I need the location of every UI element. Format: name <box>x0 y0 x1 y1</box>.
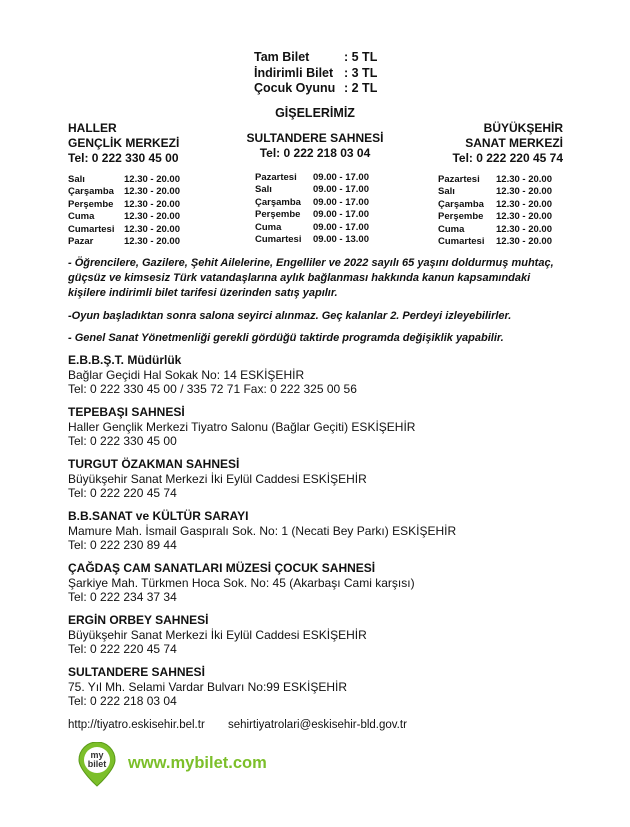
address-line: Haller Gençlik Merkezi Tiyatro Salonu (Bağlar Geçiti) ESKİŞEHİR <box>68 419 416 434</box>
schedule-row <box>438 199 552 211</box>
address-block <box>68 353 588 397</box>
schedule-row <box>255 184 369 196</box>
schedule-row <box>68 186 180 198</box>
schedule-day: Salı <box>438 186 455 198</box>
schedule-day: Perşembe <box>438 211 484 223</box>
schedule-hours: 12.30 - 20.00 <box>124 174 180 185</box>
address-block <box>68 561 588 605</box>
address-name: TURGUT ÖZAKMAN SAHNESİ <box>68 457 240 471</box>
schedule-day: Cuma <box>255 221 282 233</box>
logo-text-bilet: bilet <box>87 759 107 769</box>
note-late-entry: -Oyun başladıktan sonra salona seyirci alınmaz. Geç kalanlar 2. Perdeyi izleyebilirler. <box>68 310 512 322</box>
schedule-day: Çarşamba <box>68 186 114 198</box>
venue-buyuksehir-header <box>420 121 563 166</box>
schedule-day: Cumartesi <box>68 223 115 235</box>
contact-links <box>68 719 427 731</box>
schedule-hours: 12.30 - 20.00 <box>496 198 552 210</box>
venue-haller-schedule <box>68 174 180 248</box>
address-phone: Tel: 0 222 218 03 04 <box>68 694 177 708</box>
address-block <box>68 405 588 449</box>
schedule-row <box>68 224 180 236</box>
schedule-hours: 12.30 - 20.00 <box>496 223 552 235</box>
address-block <box>68 457 588 501</box>
note-discount-eligibility: - Öğrencilere, Gazilere, Şehit Ailelerine, Engelliler ve 2022 sayılı 65 yaşını doldurmuş muhtaç, güçsüz ve kimsesiz Türk vatandaşlarına aylık bağlanması hakkında kanun kapsamındaki kişilere indirimli bilet tarifesi üzerinden satış yapılır. <box>68 257 554 299</box>
schedule-day: Çarşamba <box>255 196 301 208</box>
schedule-hours: 12.30 - 20.00 <box>124 211 180 223</box>
price-row-child <box>254 81 377 97</box>
schedule-hours: 09.00 - 13.00 <box>313 234 369 246</box>
schedule-day: Cumartesi <box>438 236 485 248</box>
email-link[interactable]: sehirtiyatrolari@eskisehir-bld.gov.tr <box>228 719 407 731</box>
address-phone: Tel: 0 222 330 45 00 / 335 72 71 Fax: 0 222 325 00 56 <box>68 382 357 396</box>
price-value: : 5 TL <box>344 50 378 64</box>
schedule-hours: 09.00 - 17.00 <box>313 221 369 233</box>
address-line: Mamure Mah. İsmail Gaspıralı Sok. No: 1 (Necati Bey Parkı) ESKİŞEHİR <box>68 523 457 538</box>
schedule-row <box>255 234 369 246</box>
address-line: Büyükşehir Sanat Merkezi İki Eylül Caddesi ESKİŞEHİR <box>68 471 367 486</box>
schedule-row <box>438 174 552 186</box>
venue-name-line: BÜYÜKŞEHİR <box>483 121 563 135</box>
price-list <box>254 50 377 97</box>
address-name: ÇAĞDAŞ CAM SANATLARI MÜZESİ ÇOCUK SAHNESİ <box>68 561 376 575</box>
schedule-hours: 09.00 - 17.00 <box>313 172 369 183</box>
price-value: : 3 TL <box>344 65 378 80</box>
schedule-hours: 12.30 - 20.00 <box>496 211 552 223</box>
schedule-hours: 12.30 - 20.00 <box>124 198 180 210</box>
address-name: TEPEBAŞI SAHNESİ <box>68 405 185 419</box>
schedule-day: Pazartesi <box>438 174 480 185</box>
price-label: Tam Bilet <box>254 50 310 64</box>
price-value: : 2 TL <box>344 81 378 95</box>
address-name: SULTANDERE SAHNESİ <box>68 665 205 679</box>
price-label: Çocuk Oyunu <box>254 81 336 95</box>
venue-sultandere-schedule <box>255 172 369 246</box>
schedule-row <box>68 199 180 211</box>
mybilet-logo <box>76 742 118 788</box>
logo-text-my: my <box>90 750 104 760</box>
schedule-hours: 12.30 - 20.00 <box>124 223 180 235</box>
schedule-hours: 09.00 - 17.00 <box>313 209 369 221</box>
schedule-row <box>68 211 180 223</box>
website-link[interactable]: http://tiyatro.eskisehir.bel.tr <box>68 719 205 731</box>
schedule-row <box>438 211 552 223</box>
schedule-hours: 12.30 - 20.00 <box>124 186 180 198</box>
schedule-row <box>255 197 369 209</box>
venue-phone: Tel: 0 222 218 03 04 <box>259 146 371 160</box>
schedule-hours: 09.00 - 17.00 <box>313 184 369 196</box>
schedule-row <box>255 222 369 234</box>
address-line: Büyükşehir Sanat Merkezi İki Eylül Caddesi ESKİŞEHİR <box>68 627 367 642</box>
address-name: B.B.SANAT ve KÜLTÜR SARAYI <box>68 509 249 523</box>
schedule-row <box>255 172 369 184</box>
schedule-row <box>68 236 180 248</box>
schedule-hours: 12.30 - 20.00 <box>496 236 552 248</box>
schedule-day: Cumartesi <box>255 234 302 246</box>
schedule-day: Salı <box>68 174 85 185</box>
schedule-hours: 12.30 - 20.00 <box>124 236 180 248</box>
price-row-full <box>254 50 377 66</box>
schedule-day: Çarşamba <box>438 198 484 210</box>
venue-sultandere-header <box>230 131 400 161</box>
venue-name-line: SANAT MERKEZİ <box>465 136 563 150</box>
address-phone: Tel: 0 222 220 45 74 <box>68 486 177 500</box>
venue-phone: Tel: 0 222 220 45 74 <box>452 151 563 165</box>
venue-name-line: GENÇLİK MERKEZİ <box>68 136 180 150</box>
schedule-row <box>255 209 369 221</box>
address-block <box>68 613 588 657</box>
address-phone: Tel: 0 222 220 45 74 <box>68 642 177 656</box>
schedule-hours: 09.00 - 17.00 <box>313 196 369 208</box>
schedule-day: Cuma <box>68 211 95 223</box>
schedule-hours: 12.30 - 20.00 <box>496 174 552 185</box>
price-label: İndirimli Bilet <box>254 65 334 80</box>
schedule-row <box>68 174 180 186</box>
schedule-day: Perşembe <box>255 209 301 221</box>
venue-buyuksehir-schedule <box>438 174 552 248</box>
mybilet-website[interactable]: www.mybilet.com <box>128 754 267 772</box>
address-line: 75. Yıl Mh. Selami Vardar Bulvarı No:99 ESKİŞEHİR <box>68 679 348 694</box>
schedule-day: Salı <box>255 184 272 196</box>
address-block <box>68 665 588 709</box>
address-phone: Tel: 0 222 230 89 44 <box>68 538 177 552</box>
schedule-day: Perşembe <box>68 198 114 210</box>
address-name: E.B.B.Ş.T. Müdürlük <box>68 353 182 367</box>
note-program-changes: - Genel Sanat Yönetmenliği gerekli gördüğü taktirde programda değişiklik yapabilir. <box>68 332 504 344</box>
schedule-hours: 12.30 - 20.00 <box>496 186 552 198</box>
address-phone: Tel: 0 222 234 37 34 <box>68 590 177 604</box>
box-office-title: GİŞELERİMİZ <box>275 106 355 120</box>
venue-phone: Tel: 0 222 330 45 00 <box>68 151 179 165</box>
schedule-row <box>438 236 552 248</box>
schedule-day: Pazar <box>68 236 94 248</box>
address-line: Bağlar Geçidi Hal Sokak No: 14 ESKİŞEHİR <box>68 367 305 382</box>
address-line: Şarkiye Mah. Türkmen Hoca Sok. No: 45 (Akarbaşı Cami karşısı) <box>68 575 415 590</box>
schedule-row <box>438 224 552 236</box>
venue-haller-header <box>68 121 179 166</box>
schedule-day: Cuma <box>438 223 465 235</box>
address-phone: Tel: 0 222 330 45 00 <box>68 434 177 448</box>
venue-name-line: HALLER <box>68 121 117 135</box>
schedule-day: Pazartesi <box>255 172 297 183</box>
price-row-discount <box>254 66 377 82</box>
address-block <box>68 509 588 553</box>
venue-name-line: SULTANDERE SAHNESİ <box>246 131 384 145</box>
address-name: ERGİN ORBEY SAHNESİ <box>68 613 209 627</box>
schedule-row <box>438 186 552 198</box>
